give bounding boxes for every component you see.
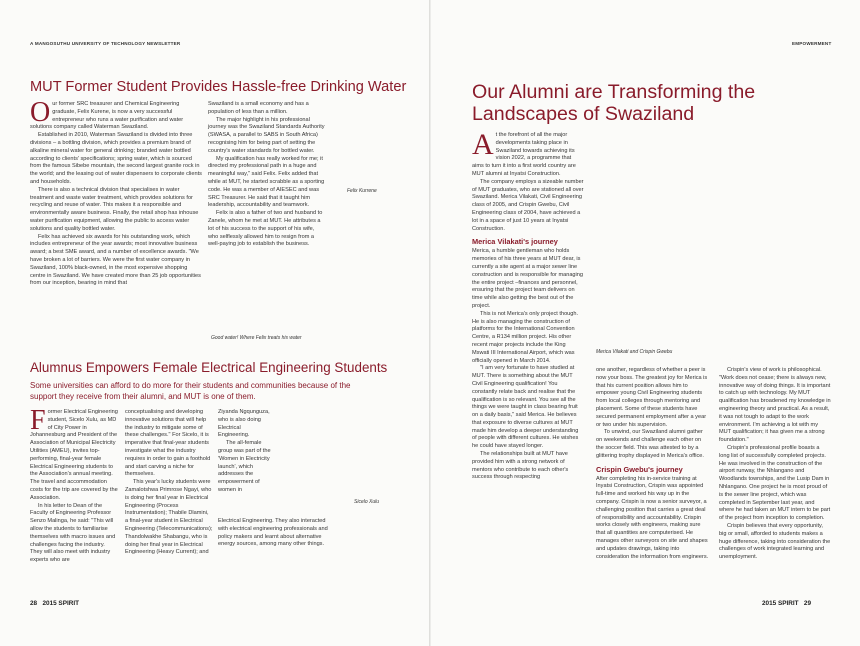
article3-column-1 [472,128,584,482]
subheading-crispin: Crispin Gwebu's journey [596,464,683,474]
paragraph: In his letter to Dean of the Faculty of Engineering Professor Senzo Malinga, he said: "This will allow the students to familiarise themselves with macro issues and challenges facing the industry. They will also meet with industry experts who are [30,502,116,564]
paragraph: My qualification has really worked for me; it directed my professional path in a huge and meaningful way," said Felix. Felix added that while at MUT, he started scrabble as a sporting code. He was a member of AIESEC and was SRC Treasurer. He said that it taught him leadership, accountability and teamwork. [208,155,325,209]
article3-title: Our Alumni are Transforming the Landscapes of Swaziland [472,81,756,125]
paragraph: Merica, a humble gentleman who holds memories of his three years at MUT dear, is currently a site agent at a major sewer line construction and is responsible for managing the entire project –finances and personnel, ensuring that the project team delivers on time while also getting the best out of the project. [472,248,584,309]
caption-felix: Felix Kurrene [347,188,377,194]
page-number-left: 28 [30,600,38,607]
article2-column-3 [218,409,273,495]
paragraph: Electrical Engineering. They also interacted with electrical engineering professionals and policy makers and learnt about alternative energy sources, among many other things. [218,518,328,548]
publication-left: 2015 SPIRIT [42,600,80,607]
article2-dropcap: F [30,405,46,436]
paragraph: Crispin's professional profile boasts a long list of successfully completed projects. He was involved in the construction of the airport runway, the Nhlangano and Woodlands townships, and the Lusip Dam in Nhlangano. One project he is most proud of is the sewer line project, which was completed in September last year, and where he had taken an MUT intern to be part of the project from inception to completion. [719,444,831,522]
subheading-merica: Merica Vilakati's journey [472,237,558,247]
folio-left [30,600,79,607]
paragraph: Crispin's view of work is philosophical. "Work does not cease; there is always new, innovative way of doing things. It is important to catch up with technology. My MUT qualification has broadened my knowledge in engineering theory and practical. As a result, it was not tough to adapt to the work environment. I'm achieving a lot with my MUT qualification; it has given me a strong foundation." [719,367,831,444]
article1-column-2 [208,101,326,249]
folio-right [762,600,811,607]
running-header-right: EMPOWERMENT [792,41,832,46]
paragraph: Swaziland is a small economy and has a population of less than a million. [208,101,309,115]
paragraph: The relationships built at MUT have provided him with a strong network of mentors who contribute to each other's success through respecting [472,451,569,481]
page-number-right: 29 [803,600,812,607]
article2-title: Alumnus Empowers Female Electrical Engineering Students [30,360,388,375]
article2-column-2 [125,409,213,557]
felix-portrait-area [330,100,429,330]
caption-sicelo: Sicelo Xulu [354,499,380,505]
article3-column-2 [596,367,710,561]
article3-dropcap: A [472,128,494,161]
paragraph: The company employs a sizeable number of MUT graduates, who are stationed all over Swaziland. Merica Vilakati, Civil Engineering class of 2005, and Crispin Gwebu, Civil Engineering class of 2004, have achieved a lot in a space of just 10 years at Inyatsi Construction. [472,178,584,232]
paragraph: conceptualising and developing innovative solutions that will help the industry to mitigate some of these challenges." For Sicelo, it is imperative that final-year students investigate what the industry requires in order to gain a foothold and start carving a niche for themselves. [125,409,211,478]
publication-right: 2015 SPIRIT [762,600,799,607]
paragraph: "I am very fortunate to have studied at MUT. There is something about the MUT Civil Engineering qualification! You constantly relate back and realise that the qualification is so relevant. You see all the things we were taught in class bearing fruit on a daily basis," said Merica. He believes that exposure to diverse cultures at MUT made him develop a deeper understanding of people with different cultures. He wishes he could have stayed longer. [472,365,579,450]
article2-column-3-continued [218,518,330,549]
page-gutter [429,0,431,646]
paragraph: Ziyanda Ngqunguza, who is also doing Electrical Engineering. [218,409,270,439]
article3-column-3 [719,367,831,562]
paragraph: Crispin believes that every opportunity, big or small, afforded to students makes a huge difference, taking into consideration the challenges of work integrated learning and unemployment. [719,522,831,561]
paragraph: The major highlight in his professional journey was the Swaziland Standards Authority (SWASA, a parallel to SABS in South Africa) recognising him for being part of setting the country's water standards for bottled water. [208,116,325,154]
paragraph: To unwind, our Swaziland alumni gather on weekends and challenge each other on the soccer field. This was attested to by a glittering trophy displayed in Merica's office. [596,429,704,459]
paragraph: Established in 2010, Waterman Swaziland is divided into three divisions – a bottling division, which provides a premium brand of alkaline mineral water for general drinking; branded water bottled according to clients' specifications; spring water, which is sourced from the famous Sibebe mountain, the second largest granite rock in the world; and the leasing out of water dispensers to corporate clients and households. [30,132,202,185]
article2-column-1 [30,405,118,565]
paragraph: Felix is also a father of two and husband to Zanele, whom he met at MUT. He attributes a lot of his success to the support of his wife, who selflessly allowed him to resign from a well-paying job to establish the business. [208,210,323,248]
article2-intro: Some universities can afford to do more for their students and communities because of the support they receive from their alumni, and MUT is one of them. [30,381,351,401]
article1-column-1 [30,97,202,288]
group-photo-area [594,128,860,355]
paragraph: This is not Merica's only project though. He is also managing the construction of platforms for the International Convention Centre, a R134 million project. His other recent major projects include the King Mswati III International Airport, which was officially opened in March 2014. [472,310,579,364]
running-header-left: A MANGOSUTHU UNIVERSITY OF TECHNOLOGY NEWSLETTER [30,41,181,46]
paragraph: one another, regardless of whether a peer is now your boss. The greatest joy for Merica is that his current position allows him to empower young Civil Engineering students from local colleges through mentoring and placement. Some of these students have secured permanent employment after a year or two under his supervision. [596,367,708,428]
caption-water-treatment: Good water! Where Felix treats his water [211,335,302,341]
paragraph: There is also a technical division that specialises in water treatment and waste water treatment, which provides solutions for recycling and reuse of water. This makes it a responsible and environmentally aware business. Finally, the retail shop has inhouse water purification equipment, allowing the public to access water solutions and quality bottled water. [30,186,199,232]
paragraph: After completing his in-service training at Inyatsi Construction, Crispin was appointed full-time and worked his way up in the company. Crispin is now a senior surveyor, a challenging position that carries a great deal of responsibility and accountability. Crispin works closely with engineers, making sure that all quantities are computerised. He manages other surveyors on site and shapes and updates drawings, taking into consideration the information from engineers. [596,475,709,560]
article1-title: MUT Former Student Provides Hassle-free Drinking Water [30,79,407,95]
paragraph: ormer Electrical Engineering student, Sicelo Xulu, as MD of City Power in Johannesburg and President of the Association of Municipal Electricity Utilities (AMEU), invites top-performing, final-year female Electrical Engineering students to the Association's annual meeting. The travel and accommodation costs for the trip are covered by the Association. [30,409,118,501]
caption-merica-crispin: Merica Vilakati and Crispin Gwebu [596,349,673,355]
article1-dropcap: O [30,97,51,128]
paragraph: ur former SRC treasurer and Chemical Engineering graduate, Felix Kurene, is now a very successful entrepreneur who runs a water purification and water solutions company called Waterman Swaziland. [30,101,184,131]
paragraph: Felix has achieved six awards for his outstanding work, which includes entrepreneur of the year awards; most innovative business award; a best SME award, and a number of excellence awards. "We have broken a lot of barriers. We were the first water company in Swaziland, 100% black-owned, in the most expensive shopping centre in Swaziland. We have created more than 25 job opportunities from our inception, bearing in mind that [30,233,201,287]
paragraph: The all-female group was part of the 'Women in Electricity launch', which addresses the empowerment of women in [218,440,271,493]
paragraph: t the forefront of all the major developments taking place in Swaziland towards achieving its vision 2022, a programme that aims to turn it into a first world country are MUT alumni at Inyatsi Construction. [472,132,576,177]
paragraph: This year's lucky students were Zamalotshwa Primrose Ngayi, who is doing her final year in Electrical Engineering (Process Instrumentation); Thabile Dlamini, a final-year student in Electrical Engineering (Telecommunications); Thandolwakhe Shabangu, who is doing her final year in Electrical Engineering (Heavy Current); and [125,479,213,556]
